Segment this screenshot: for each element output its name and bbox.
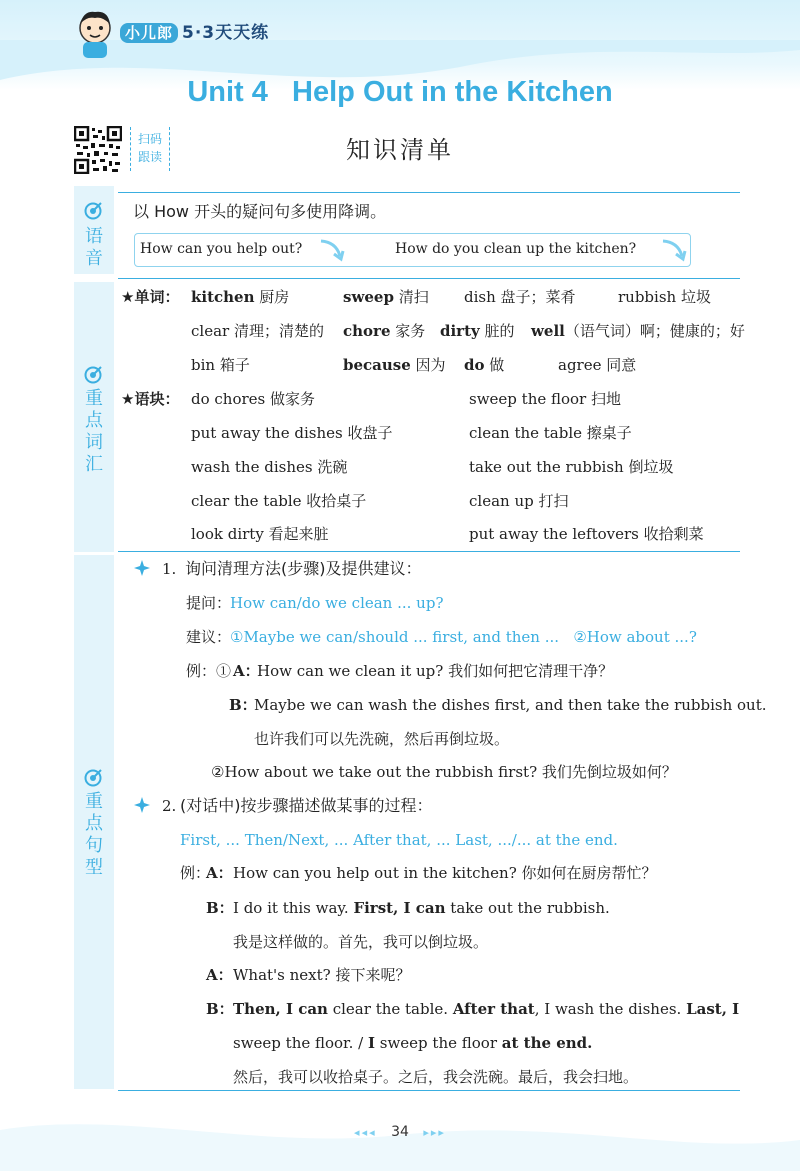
brand <box>120 18 269 43</box>
word-en: sweep <box>343 288 394 306</box>
word-zh: 做 <box>484 356 505 374</box>
pron-example-1: How can you help out? <box>140 241 303 257</box>
s2-b1-pre: I do it this way. <box>233 899 354 917</box>
word-zh: 因为 <box>410 356 446 374</box>
divider <box>118 551 740 552</box>
scan-line-2: 跟读 <box>137 150 162 164</box>
target-icon <box>83 200 103 220</box>
s1-example-2: ②How about we take out the rubbish first? 我们先倒垃圾如何？ <box>211 763 677 781</box>
falling-tone-arrow-icon <box>318 236 346 264</box>
phrase-item: put away the dishes 收盘子 <box>191 424 393 442</box>
falling-tone-arrow-icon <box>660 236 688 264</box>
s1-ask-label: 提问： <box>186 594 232 612</box>
side-label-vocab <box>74 388 114 476</box>
s2-pattern: First, ... Then/Next, ... After that, ... Last, .../... at the end. <box>180 831 618 849</box>
phrase-item: clean the table 擦桌子 <box>469 424 632 442</box>
s2-b2-l2-p2: I <box>367 1034 375 1052</box>
word-item <box>343 287 429 307</box>
s2-b2-zh: 然后，我可以收拾桌子。之后，我会洗碗。最后，我会扫地。 <box>233 1068 639 1086</box>
s2-b2-p4: , I wash the dishes. <box>534 1000 687 1018</box>
phrase-item: clear the table 收拾桌子 <box>191 492 367 510</box>
s2-b1-zh: 我是这样做的。首先，我可以倒垃圾。 <box>233 933 489 951</box>
word-item <box>464 287 576 307</box>
word-en: kitchen <box>191 288 255 306</box>
word-item <box>343 355 446 375</box>
s2-b2-l2-p3: sweep the floor <box>374 1034 502 1052</box>
sparkle-icon <box>134 560 150 576</box>
scan-line-1: 扫码 <box>137 132 162 146</box>
word-en: clear <box>191 322 230 340</box>
s1-suggest: ①Maybe we can/should ... first, and then ... ②How about ...? <box>230 628 697 646</box>
phrase-item: wash the dishes 洗碗 <box>191 458 348 476</box>
word-zh: 家务 <box>390 322 426 340</box>
s2-b1-label: B： <box>206 899 234 917</box>
s2-a2-text: What's next? 接下来呢？ <box>233 966 411 984</box>
s1-a-text: How can we clean it up? 我们如何把它清理干净？ <box>257 662 614 680</box>
word-en: chore <box>343 322 391 340</box>
side-tab-pronunciation <box>74 186 114 274</box>
s1-number: 1. <box>162 560 177 578</box>
word-zh: 箱子 <box>215 356 250 374</box>
word-item <box>191 321 324 341</box>
s2-a1-text: How can you help out in the kitchen? 你如何在厨房帮忙？ <box>233 864 657 882</box>
brand-sub: 5·3天天练 <box>182 23 270 43</box>
word-item <box>618 287 711 307</box>
word-item <box>558 355 636 375</box>
word-item <box>191 355 250 375</box>
page-footer <box>0 1124 800 1140</box>
s2-a1-label: A： <box>206 864 233 882</box>
s1-b-text: Maybe we can wash the dishes first, and then take the rubbish out. <box>254 696 767 714</box>
word-en: do <box>464 356 485 374</box>
s2-b1-bold: First, I can <box>353 899 446 917</box>
word-item <box>531 321 745 341</box>
sparkle-icon <box>134 797 150 813</box>
side-label-vocab-text: 重点词汇 <box>85 388 103 475</box>
pron-example-2: How do you clean up the kitchen? <box>395 241 637 257</box>
word-en: agree <box>558 356 602 374</box>
s2-title: (对话中)按步骤描述做某事的过程： <box>180 796 433 815</box>
s2-b2-l2-p4: at the end. <box>501 1034 593 1052</box>
word-zh: 同意 <box>601 356 637 374</box>
s2-b2-p5: Last, I <box>686 1000 740 1018</box>
word-item <box>440 321 515 341</box>
s2-b2-p3: After that <box>452 1000 535 1018</box>
word-en: bin <box>191 356 216 374</box>
page-number: 34 <box>391 1124 409 1140</box>
side-tab-sentences <box>74 555 114 1089</box>
phrase-item: clean up 打扫 <box>469 492 569 510</box>
divider <box>118 192 740 193</box>
target-icon <box>83 767 103 787</box>
s2-b2-text <box>233 999 739 1019</box>
mascot-icon <box>72 8 118 60</box>
s1-a-label: A： <box>233 662 260 680</box>
s2-b1-post: take out the rubbish. <box>445 899 610 917</box>
unit-title: Unit 4 Help Out in the Kitchen <box>187 76 613 108</box>
s1-ask: How can/do we clean ... up? <box>230 594 444 612</box>
s1-example-label: 例：① <box>186 662 232 680</box>
side-label-sentences <box>74 791 114 879</box>
brand-main: 小儿郎 <box>120 23 178 43</box>
phrase-item: do chores 做家务 <box>191 390 316 408</box>
word-zh: 厨房 <box>254 288 290 306</box>
side-label-pron-text: 语音 <box>85 226 103 269</box>
s2-b1-text <box>233 898 610 918</box>
divider <box>118 278 740 279</box>
prev-arrows-icon: ◂◂◂ <box>354 1126 377 1139</box>
word-en: because <box>343 356 411 374</box>
s2-b2-p1: Then, I can <box>233 1000 328 1018</box>
word-en: rubbish <box>618 288 677 306</box>
s2-a2-label: A： <box>206 966 233 984</box>
s1-title: 询问清理方法(步骤)及提供建议： <box>185 559 422 578</box>
divider <box>118 1090 740 1091</box>
s2-number: 2. <box>162 797 177 815</box>
s2-b2-l2-p1: sweep the floor. / <box>233 1034 368 1052</box>
next-arrows-icon: ▸▸▸ <box>423 1126 446 1139</box>
s2-b2-p2: clear the table. <box>327 1000 453 1018</box>
s1-b-zh: 也许我们可以先洗碗，然后再倒垃圾。 <box>254 730 510 748</box>
s2-b2-label: B： <box>206 1000 234 1018</box>
word-en: dirty <box>440 322 480 340</box>
word-zh: 脏的 <box>479 322 515 340</box>
s1-b-label: B： <box>229 696 257 714</box>
phrase-item: look dirty 看起来脏 <box>191 525 329 543</box>
pron-rule: 以 How 开头的疑问句多使用降调。 <box>133 202 387 221</box>
word-zh: 盘子；菜肴 <box>495 288 576 306</box>
words-label: ★单词： <box>121 288 180 306</box>
word-zh: 清理；清楚的 <box>229 322 324 340</box>
list-title: 知识清单 <box>346 136 454 164</box>
target-icon <box>83 364 103 384</box>
phrase-item: put away the leftovers 收拾剩菜 <box>469 525 704 543</box>
phrase-item: take out the rubbish 倒垃圾 <box>469 458 674 476</box>
s2-b2-text-line2 <box>233 1033 592 1053</box>
word-item <box>191 287 289 307</box>
s1-suggest-label: 建议： <box>186 628 232 646</box>
word-en: dish <box>464 288 496 306</box>
phrase-item: sweep the floor 扫地 <box>469 390 621 408</box>
word-zh: 垃圾 <box>676 288 711 306</box>
side-tab-vocab <box>74 282 114 552</box>
s2-example-label: 例： <box>180 864 211 882</box>
word-zh: 清扫 <box>393 288 429 306</box>
side-label-sent-text: 重点句型 <box>85 791 103 878</box>
phrases-label: ★语块： <box>121 390 180 408</box>
side-label-pronunciation <box>74 226 114 270</box>
word-en: well <box>531 322 565 340</box>
word-item <box>464 355 504 375</box>
word-item <box>343 321 425 341</box>
word-zh: （语气词）啊；健康的；好 <box>564 322 745 340</box>
